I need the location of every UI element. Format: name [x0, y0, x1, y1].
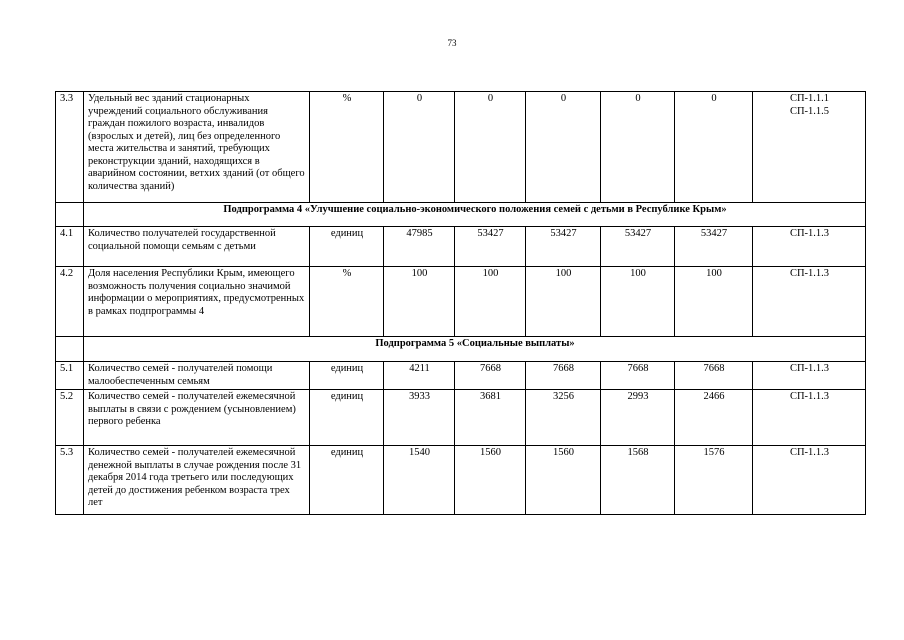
row-number: 5.3 [56, 446, 84, 515]
row-number-cell [56, 203, 84, 227]
value-cell: 1576 [675, 446, 753, 515]
value-cell: 1560 [455, 446, 526, 515]
subprogram-header-row [56, 203, 866, 227]
indicator-name: Количество семей - получателей ежемесячной выплаты в связи с рождением (усыновлением) первого ребенка [84, 390, 310, 446]
value-cell: 7668 [455, 362, 526, 390]
value-cell: 100 [526, 267, 601, 337]
value-cell: 7668 [675, 362, 753, 390]
value-cell: 2466 [675, 390, 753, 446]
indicator-name: Количество семей - получателей ежемесячной денежной выплаты в случае рождения после 31 декабря 2014 года третьего или последующих детей до достижения ребенком возраста трех лет [84, 446, 310, 515]
value-cell: 0 [601, 92, 675, 203]
indicator-name: Количество семей - получателей помощи малообеспеченным семьям [84, 362, 310, 390]
value-cell: 3681 [455, 390, 526, 446]
value-cell: 1568 [601, 446, 675, 515]
row-number: 5.2 [56, 390, 84, 446]
value-cell: 3256 [526, 390, 601, 446]
value-cell: 100 [455, 267, 526, 337]
unit-cell: единиц [310, 227, 384, 267]
value-cell: 1560 [526, 446, 601, 515]
indicator-name: Удельный вес зданий стационарных учреждений социального обслуживания граждан пожилого возраста, инвалидов (взрослых и детей), лиц без определенного места жительства и занятий, требующих реконструкции зданий, находящихся в аварийном состоянии, ветхих зданий (от общего количества зданий) [84, 92, 310, 203]
value-cell: 53427 [601, 227, 675, 267]
row-number: 4.2 [56, 267, 84, 337]
table-row [56, 92, 866, 203]
table-row [56, 267, 866, 337]
value-cell: 53427 [526, 227, 601, 267]
value-cell: 53427 [455, 227, 526, 267]
value-cell: 100 [601, 267, 675, 337]
unit-cell: % [310, 267, 384, 337]
indicators-table [55, 91, 866, 515]
indicator-name: Доля населения Республики Крым, имеющего возможность получения социально значимой информации о мероприятиях, предусмотренных в рамках подпрограммы 4 [84, 267, 310, 337]
value-cell: 2993 [601, 390, 675, 446]
unit-cell: единиц [310, 446, 384, 515]
value-cell: 7668 [526, 362, 601, 390]
value-cell: 0 [455, 92, 526, 203]
codes-cell: СП-1.1.1 СП-1.1.5 [753, 92, 866, 203]
codes-cell: СП-1.1.3 [753, 267, 866, 337]
value-cell: 100 [384, 267, 455, 337]
page-number: 73 [447, 38, 457, 48]
table-row [56, 362, 866, 390]
value-cell: 3933 [384, 390, 455, 446]
unit-cell: % [310, 92, 384, 203]
row-number: 3.3 [56, 92, 84, 203]
subprogram-header-row [56, 337, 866, 362]
value-cell: 0 [675, 92, 753, 203]
value-cell: 4211 [384, 362, 455, 390]
table-row [56, 390, 866, 446]
row-number-cell [56, 337, 84, 362]
codes-cell: СП-1.1.3 [753, 446, 866, 515]
codes-cell: СП-1.1.3 [753, 362, 866, 390]
unit-cell: единиц [310, 390, 384, 446]
subprogram-title: Подпрограмма 5 «Социальные выплаты» [84, 337, 866, 362]
value-cell: 47985 [384, 227, 455, 267]
table-row [56, 227, 866, 267]
row-number: 5.1 [56, 362, 84, 390]
value-cell: 53427 [675, 227, 753, 267]
table-body [56, 92, 866, 515]
value-cell: 0 [384, 92, 455, 203]
value-cell: 1540 [384, 446, 455, 515]
codes-cell: СП-1.1.3 [753, 227, 866, 267]
indicator-name: Количество получателей государственной социальной помощи семьям с детьми [84, 227, 310, 267]
value-cell: 0 [526, 92, 601, 203]
codes-cell: СП-1.1.3 [753, 390, 866, 446]
table-row [56, 446, 866, 515]
value-cell: 100 [675, 267, 753, 337]
row-number: 4.1 [56, 227, 84, 267]
subprogram-title: Подпрограмма 4 «Улучшение социально-экономического положения семей с детьми в Республике Крым» [84, 203, 866, 227]
value-cell: 7668 [601, 362, 675, 390]
unit-cell: единиц [310, 362, 384, 390]
